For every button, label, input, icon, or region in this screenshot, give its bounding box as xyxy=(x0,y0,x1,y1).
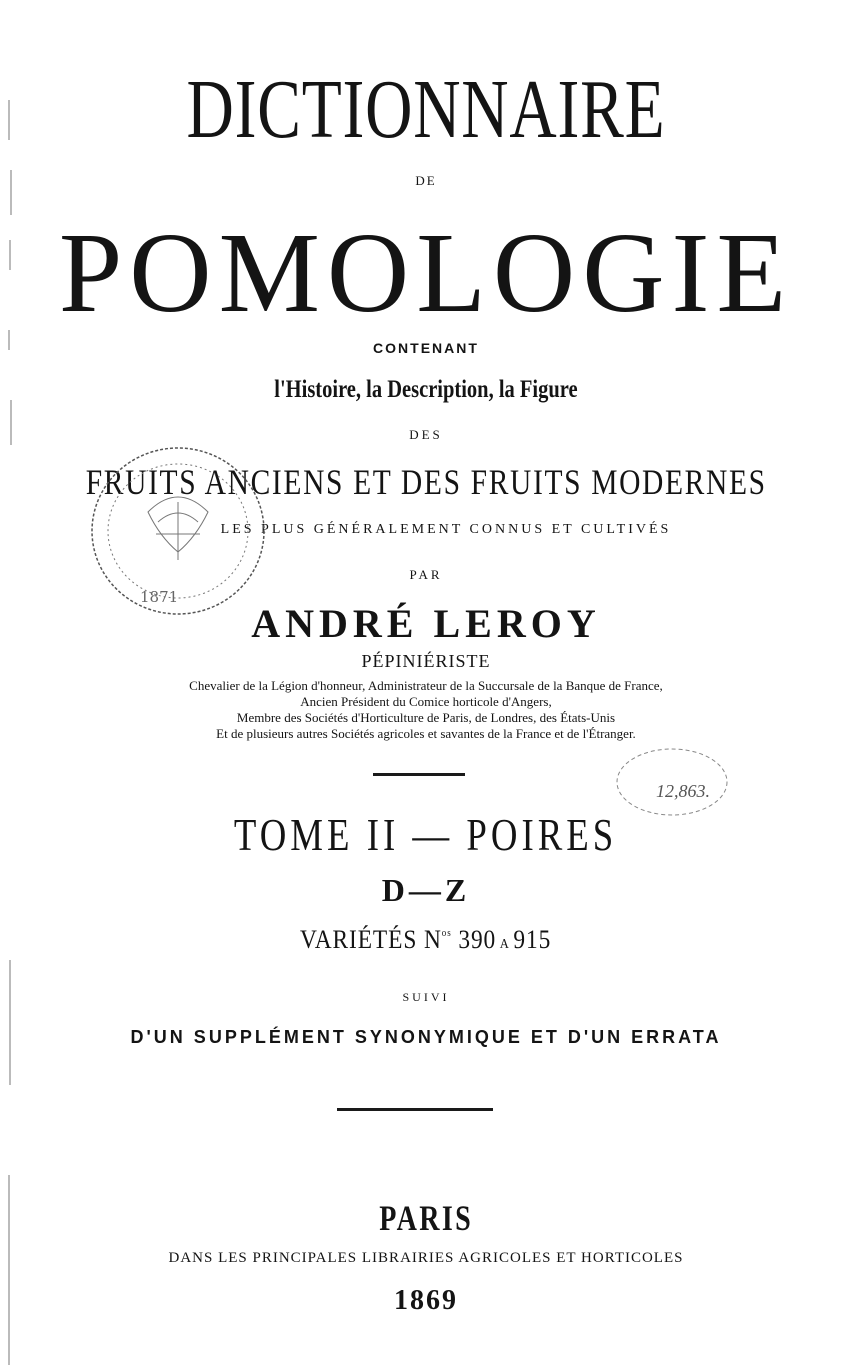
subtitle-plus-connus: LES PLUS GÉNÉRALEMENT CONNUS ET CULTIVÉS xyxy=(220,522,672,537)
subtitle-contenant: CONTENANT xyxy=(373,340,479,356)
volume-supplement: D'UN SUPPLÉMENT SYNONYMIQUE ET D'UN ERRATA xyxy=(130,1027,722,1047)
title-connector: DE xyxy=(415,173,437,188)
volume-suivi: SUIVI xyxy=(402,990,450,1004)
volume-letter-range: D—Z xyxy=(381,872,471,908)
divider-rule xyxy=(337,1108,493,1111)
subtitle-fruits: FRUITS ANCIENS ET DES FRUITS MODERNES xyxy=(85,462,767,502)
imprint-year: 1869 xyxy=(394,1285,458,1316)
subtitle-histoire: l'Histoire, la Description, la Figure xyxy=(274,376,578,403)
imprint-publisher: DANS LES PRINCIPALES LIBRAIRIES AGRICOLES ET HORTICOLES xyxy=(168,1250,684,1266)
volume-varietes: VARIÉTÉS $N^{os}$ 390 A 915 xyxy=(300,925,552,954)
subtitle-des: DES xyxy=(409,427,443,442)
author-title-line: Et de plusieurs autres Sociétés agricoles et savantes de la France et de l'Étranger. xyxy=(216,726,636,741)
library-stamp-icon xyxy=(86,442,270,620)
author-name: ANDRÉ LEROY xyxy=(251,601,601,646)
imprint-city: PARIS xyxy=(379,1198,473,1238)
author-title-line: Ancien Président du Comice horticole d'Angers, xyxy=(300,694,552,709)
main-title-dictionnaire: DICTIONNAIRE xyxy=(186,63,666,156)
volume-tome: TOME II — POIRES xyxy=(234,809,618,860)
main-title-pomologie: POMOLOGIE xyxy=(58,209,794,336)
author-title-line: Membre des Sociétés d'Horticulture de Paris, de Londres, des États-Unis xyxy=(236,710,616,725)
author-profession: PÉPINIÉRISTE xyxy=(361,651,491,671)
svg-text:1871: 1871 xyxy=(140,588,179,606)
author-par: PAR xyxy=(409,567,443,582)
author-title-line: Chevalier de la Légion d'honneur, Administrateur de la Succursale de la Banque de France, xyxy=(189,678,663,693)
shelfmark-number: 12,863. xyxy=(656,781,710,801)
divider-rule xyxy=(373,773,465,776)
